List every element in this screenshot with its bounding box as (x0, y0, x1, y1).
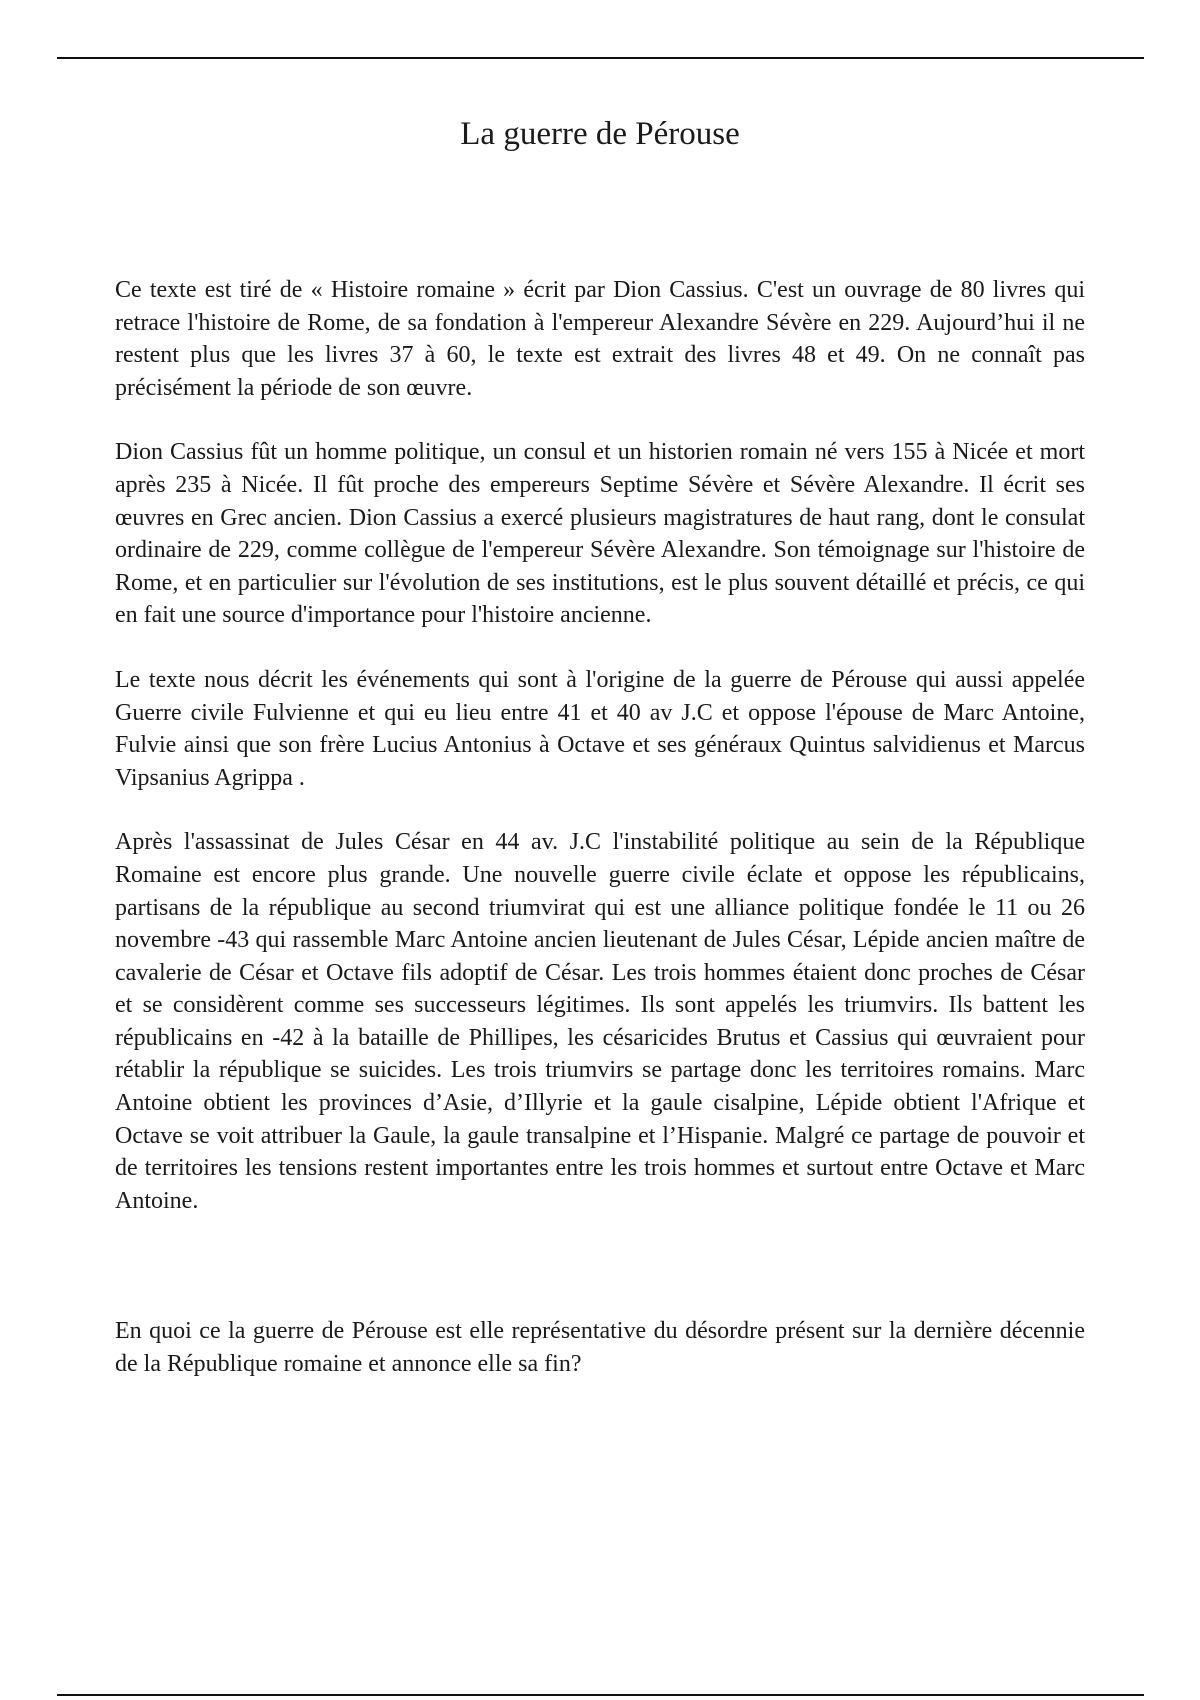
paragraph-gap (115, 632, 1085, 664)
paragraph-events: Le texte nous décrit les événements qui sont à l'origine de la guerre de Pérouse qui aussi appelée Guerre civile Fulvienne et qui eu lieu entre 41 et 40 av J.C et oppose l'épouse de Marc Antoine, Fulvie ainsi que son frère Lucius Antonius à Octave et ses généraux Quintus salvidienus et Marcus Vipsanius Agrippa . (115, 666, 1085, 791)
paragraph-context: Après l'assassinat de Jules César en 44 av. J.C l'instabilité politique au sein de la République Romaine est encore plus grande. Une nouvelle guerre civile éclate et oppose les républicains, partisans de la république au second triumvirat qui est une alliance politique fondée le 11 ou 26 novembre -43 qui rassemble Marc Antoine ancien lieutenant de Jules César, Lépide ancien maître de cavalerie de César et Octave fils adoptif de César. Les trois hommes étaient donc proches de César et se considèrent comme ses successeurs légitimes. Ils sont appelés les triumvirs. Ils battent les républicains en -42 à la bataille de Phillipes, les césaricides Brutus et Cassius qui œuvraient pour rétablir la république se suicides. Les trois triumvirs se partage donc les territoires romains. Marc Antoine obtient les provinces d’Asie, d’Illyrie et la gaule cisalpine, Lépide obtient l'Afrique et Octave se voit attribuer la Gaule, la gaule transalpine et l’Hispanie. Malgré ce partage de pouvoir et de territoires les tensions restent importantes entre les trois hommes et surtout entre Octave et Marc Antoine. (115, 829, 1085, 1214)
paragraph-gap (115, 794, 1085, 826)
section-gap (115, 1217, 1085, 1315)
paragraph-gap (115, 404, 1085, 436)
paragraph-author: Dion Cassius fût un homme politique, un consul et un historien romain né vers 155 à Nicée et mort après 235 à Nicée. Il fût proche des empereurs Septime Sévère et Sévère Alexandre. Il écrit ses œuvres en Grec ancien. Dion Cassius a exercé plusieurs magistratures de haut rang, dont le consulat ordinaire de 229, comme collègue de l'empereur Sévère Alexandre. Son témoignage sur l'histoire de Rome, et en particulier sur l'évolution de ses institutions, est le plus souvent détaillé et précis, ce qui en fait une source d'importance pour l'histoire ancienne. (115, 439, 1085, 629)
problem-question: En quoi ce la guerre de Pérouse est elle représentative du désordre présent sur la dernière décennie de la République romaine et annonce elle sa fin? (115, 1318, 1085, 1378)
page-title: La guerre de Pérouse (460, 116, 740, 152)
document-body (115, 274, 1085, 1381)
bottom-rule (57, 1694, 1144, 1696)
paragraph-source: Ce texte est tiré de « Histoire romaine » écrit par Dion Cassius. C'est un ouvrage de 80 livres qui retrace l'histoire de Rome, de sa fondation à l'empereur Alexandre Sévère en 229. Aujourd’hui il ne restent plus que les livres 37 à 60, le texte est extrait des livres 48 et 49. On ne connaît pas précisément la période de son œuvre. (115, 277, 1085, 401)
top-rule (57, 57, 1144, 59)
